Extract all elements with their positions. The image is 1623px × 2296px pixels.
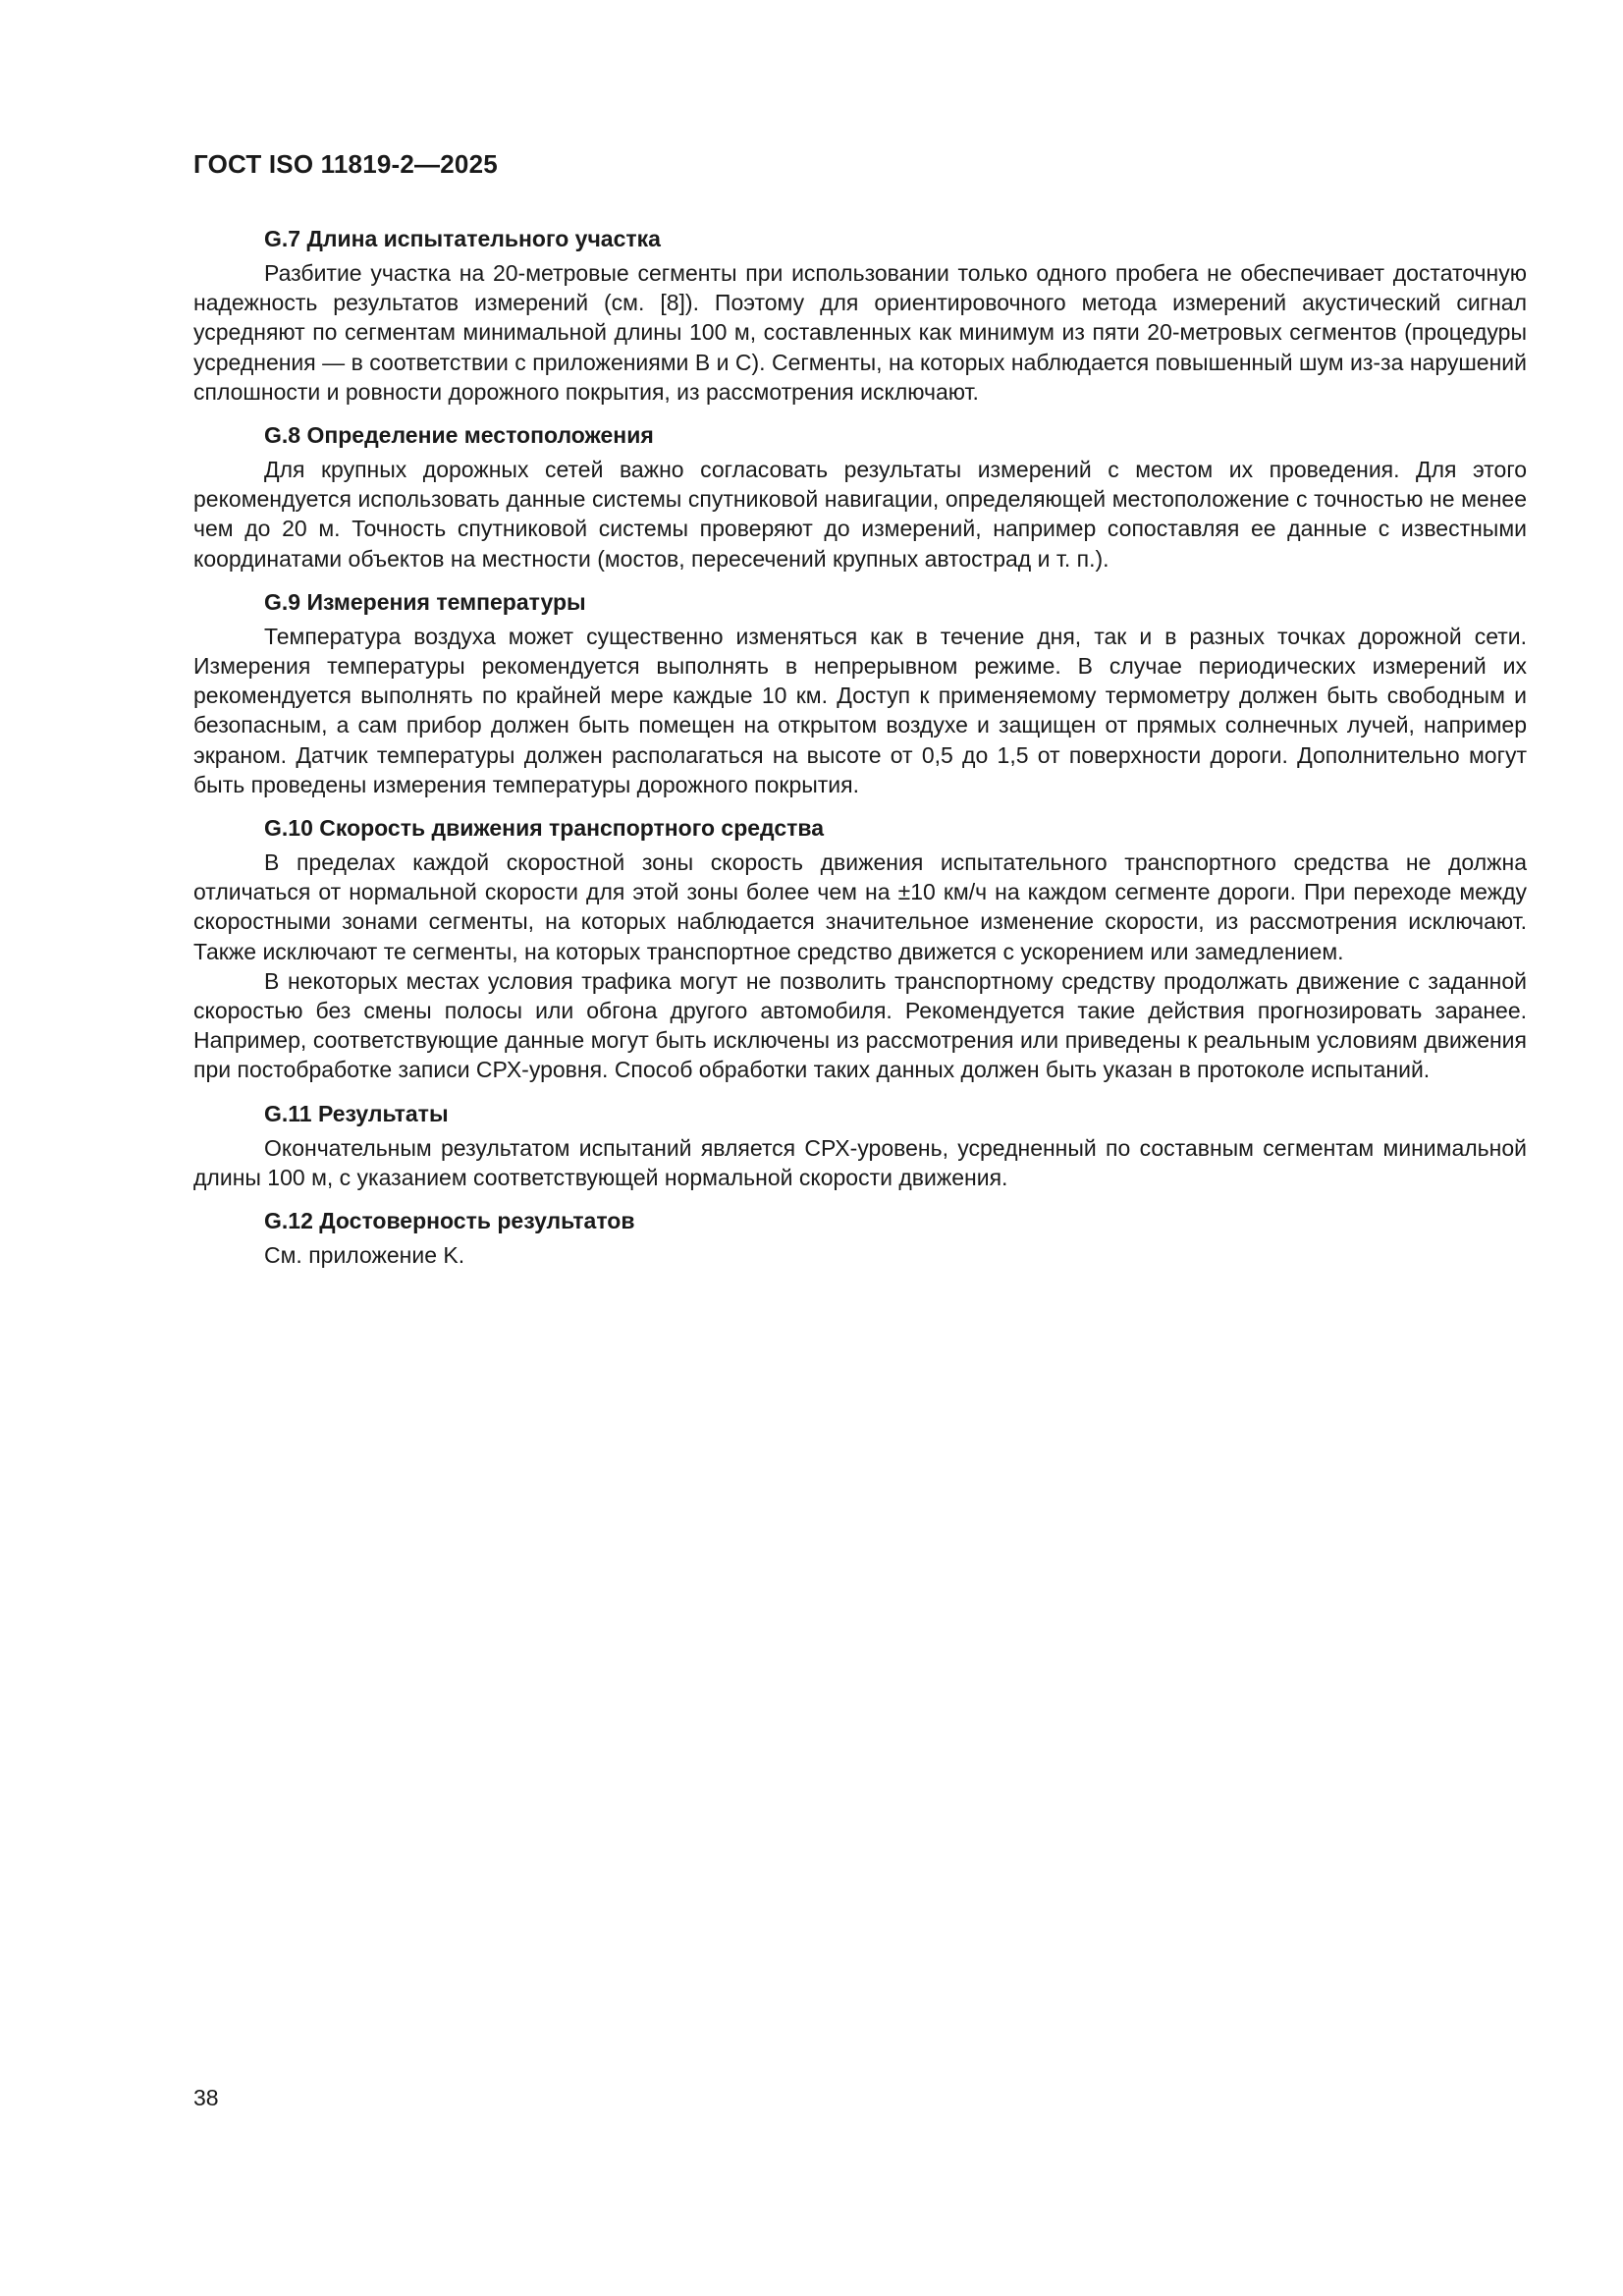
document-body xyxy=(193,224,1527,1284)
section-g9 xyxy=(193,587,1527,799)
section-g10 xyxy=(193,813,1527,1085)
paragraph: Окончательным результатом испытаний является СРХ-уровень, усредненный по составным сегментам минимальной длины 100 м, с указанием соответствующей нормальной скорости движения. xyxy=(193,1134,1527,1190)
paragraph: В некоторых местах условия трафика могут не позволить транспортному средству продолжать движение с заданной скоростью без смены полосы или обгона другого автомобиля. Рекомендуется такие действия прогнозировать заранее. Например, соответствующие данные могут быть исключены из рассмотрения или приведены к реальным условиям движения при постобработке записи СРХ-уровня. Способ обработки таких данных должен быть указан в протоколе испытаний. xyxy=(193,967,1527,1083)
section-g7 xyxy=(193,224,1527,407)
page-number: 38 xyxy=(193,2085,219,2110)
paragraph: См. приложение K. xyxy=(264,1242,465,1269)
section-title: G.10 Скорость движения транспортного средства xyxy=(264,815,825,842)
section-g8 xyxy=(193,420,1527,574)
section-title: G.7 Длина испытательного участка xyxy=(264,226,661,251)
paragraph: Для крупных дорожных сетей важно согласовать результаты измерений с местом их проведения. Для этого рекомендуется использовать данные системы спутниковой навигации, определяющей местоположение с точностью не менее чем до 20 м. Точность спутниковой системы проверяют до измерений, например сопоставляя ее данные с известными координатами объектов на местности (мостов, пересечений крупных автострад и т. п.). xyxy=(193,457,1527,572)
section-g12 xyxy=(193,1206,1527,1270)
paragraph: Температура воздуха может существенно изменяться как в течение дня, так и в разных точках дорожной сети. Измерения температуры рекомендуется выполнять в непрерывном режиме. В случае периодических измерений их рекомендуется выполнять по крайней мере каждые 10 км. Доступ к применяемому термометру должен быть свободным и безопасным, а сам прибор должен быть помещен на открытом воздухе и защищен от прямых солнечных лучей, например экраном. Датчик температуры должен располагаться на высоте от 0,5 до 1,5 от поверхности дороги. Дополнительно могут быть проведены измерения температуры дорожного покрытия. xyxy=(193,623,1527,797)
section-title: G.12 Достоверность результатов xyxy=(264,1208,635,1234)
section-g11 xyxy=(193,1099,1527,1192)
paragraph: В пределах каждой скоростной зоны скорость движения испытательного транспортного средства не должна отличаться от нормальной скорости для этой зоны более чем на ±10 км/ч на каждом сегменте дороги. При переходе между скоростными зонами сегменты, на которых наблюдается значительное изменение скорости, из рассмотрения исключают. Также исключают те сегменты, на которых транспортное средство движется с ускорением или замедлением. xyxy=(193,849,1527,964)
paragraph: Разбитие участка на 20-метровые сегменты при использовании только одного пробега не обеспечивает достаточную надежность результатов измерений (см. [8]). Поэтому для ориентировочного метода измерений акустический сигнал усредняют по сегментам минимальной длины 100 м, составленных как минимум из пяти 20-метровых сегментов (процедуры усреднения — в соответствии с приложениями B и C). Сегменты, на которых наблюдается повышенный шум из-за нарушений сплошности и ровности дорожного покрытия, из рассмотрения исключают. xyxy=(193,260,1527,405)
section-title: G.11 Результаты xyxy=(264,1100,449,1126)
section-title: G.9 Измерения температуры xyxy=(264,588,586,615)
section-title: G.8 Определение местоположения xyxy=(264,422,654,449)
document-header: ГОСТ ISO 11819-2—2025 xyxy=(193,149,498,179)
